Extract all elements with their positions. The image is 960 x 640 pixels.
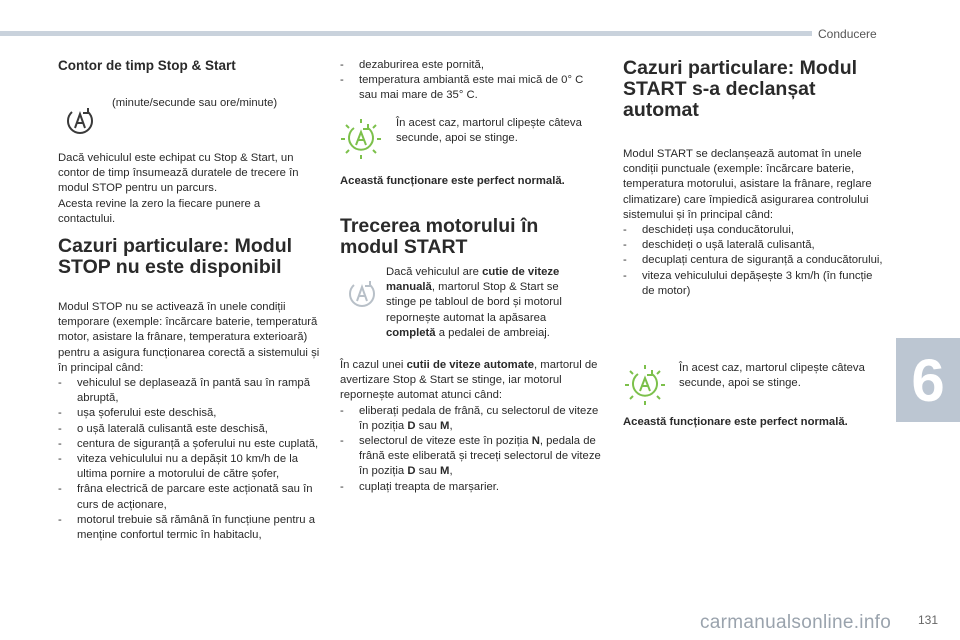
start-item: - viteza vehiculului depășește 3 km/h (în funcție de motor) bbox=[623, 269, 885, 299]
manual-bold: cutie de viteze manuală bbox=[386, 266, 560, 294]
counter-text bbox=[58, 151, 320, 227]
cont-item: - dezaburirea este pornită, bbox=[340, 58, 602, 73]
stop-item: - o ușă laterală culisantă este deschisă, bbox=[58, 422, 320, 437]
normal-text-2: Această funcționare este perfect normală. bbox=[340, 175, 565, 187]
auto-item: - eliberați pedala de frână, cu selectorul de viteze în poziția D sau M, bbox=[340, 404, 602, 434]
page-number: 131 bbox=[918, 613, 939, 627]
stop-item: - viteza vehiculului nu a depășit 10 km/h de la ultima pornire a motorului de către șofer, bbox=[58, 452, 320, 482]
normal-text-3: Această funcționare este perfect normală. bbox=[623, 416, 848, 428]
manual-bold-2: completă bbox=[386, 326, 436, 339]
counter-units: (minute/secunde sau ore/minute) bbox=[112, 97, 278, 109]
counter-paragraph-2: Acesta revine la zero la fiecare punere a contactului. bbox=[58, 197, 261, 225]
stop-item: - vehiculul se deplasează în pantă sau în rampă abruptă, bbox=[58, 376, 320, 406]
auto-post: , martorul de avertizare Stop & Start se stinge, iar motorul repornește automat atunci când: bbox=[340, 359, 598, 402]
start-item: - deschideți ușa conducătorului, bbox=[623, 223, 885, 238]
stop-item: - centura de siguranță a șoferului nu este cuplată, bbox=[58, 437, 320, 452]
manual-pre: Dacă vehiculul are bbox=[386, 266, 483, 278]
stop-item: - frâna electrică de parcare este acționată sau în curs de acționare, bbox=[58, 482, 320, 512]
stop-start-warning-icon bbox=[340, 118, 382, 160]
blink-text-3: În acest caz, martorul clipește câteva secunde, apoi se stinge. bbox=[679, 362, 865, 390]
stop-start-off-icon bbox=[345, 279, 379, 309]
start-intro: Modul START se declanșează automat în unele condiții punctuale (exemple: încărcare baterie, temperatura motorului, asistare la frânare, reglare climatizare) care împiedică asigurarea controlului sistemului și în principal când: bbox=[623, 148, 872, 221]
manual-text bbox=[386, 265, 586, 341]
auto-pre: În cazul unei bbox=[340, 359, 407, 371]
section-name: Conducere bbox=[818, 27, 877, 41]
stop-intro: Modul STOP nu se activează în unele condiții temporare (exemple: încărcare baterie, temperatură motor, asistare la frânare, temperatura exterioară) pentru a asigura funcționarea corectă a sistemului și în principal când: bbox=[58, 301, 320, 374]
auto-text bbox=[340, 358, 602, 495]
stop-item: - motorul trebuie să rămână în funcțiune pentru a menține confortul termic în habitaclu, bbox=[58, 513, 320, 543]
stop-start-icon bbox=[63, 106, 97, 136]
cont-item: - temperatura ambiantă este mai mică de 0° C sau mai mare de 35° C. bbox=[340, 73, 602, 103]
start-title: Cazuri particulare: Modul START s-a declanșat automat bbox=[623, 57, 858, 121]
start-item: - decuplați centura de siguranță a conducătorului, bbox=[623, 253, 885, 268]
auto-bold: cutii de viteze automate bbox=[406, 359, 535, 371]
manual-post: a pedalei de ambreiaj. bbox=[435, 326, 550, 339]
column-3 bbox=[623, 58, 885, 299]
column-1 bbox=[58, 58, 320, 73]
blink-text-2: În acest caz, martorul clipește câteva secunde, apoi se stinge. bbox=[396, 117, 582, 145]
stop-item: - ușa șoferului este deschisă, bbox=[58, 406, 320, 421]
restart-section bbox=[340, 216, 602, 258]
stop-title: Cazuri particulare: Modul STOP nu este disponibil bbox=[58, 235, 293, 278]
stop-start-warning-icon-2 bbox=[624, 364, 666, 406]
column-2 bbox=[340, 58, 602, 104]
manual-mid: , martorul Stop & Start se stinge pe tabloul de bord și motorul repornește automat la apăsarea bbox=[386, 281, 562, 324]
watermark: carmanualsonline.info bbox=[700, 612, 892, 633]
header-bar bbox=[0, 31, 812, 36]
restart-title: Trecerea motorului în modul START bbox=[340, 215, 539, 258]
start-item: - deschideți o ușă laterală culisantă, bbox=[623, 238, 885, 253]
chapter-tab: 6 bbox=[896, 338, 960, 422]
auto-item: - cuplați treapta de marșarier. bbox=[340, 480, 602, 495]
stop-section bbox=[58, 236, 320, 543]
auto-item: - selectorul de viteze este în poziția N, pedala de frână este eliberată și treceți selectorul de viteze în poziția D sau M, bbox=[340, 434, 602, 480]
counter-title: Contor de timp Stop & Start bbox=[58, 58, 236, 73]
counter-paragraph-1: Dacă vehiculul este echipat cu Stop & Start, un contor de timp însumează duratele de trecere în modul STOP pentru un parcurs. bbox=[58, 152, 299, 195]
